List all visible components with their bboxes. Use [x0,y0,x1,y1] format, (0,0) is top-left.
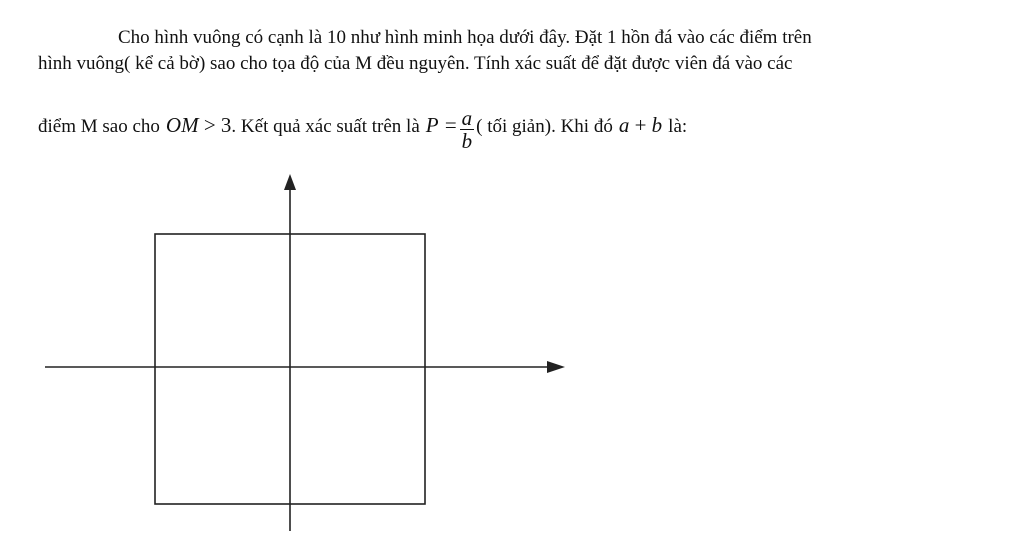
problem-text-line-3c: ( tối giản). Khi đó [476,115,613,137]
probability-lhs: P = [425,112,458,137]
x-axis-arrow-icon [547,361,565,373]
inequality-lhs: OM [165,112,199,137]
fraction-numerator: a [461,106,473,130]
problem-text-line-2: hình vuông( kể cả bờ) sao cho tọa độ của M đều nguyên. Tính xác suất để đặt được viên đá vào các [38,53,793,74]
sum-b: b [651,112,663,137]
problem-text-line-3d: là: [668,115,688,137]
problem-text-line-1: Cho hình vuông có cạnh là 10 như hình minh họa dưới đây. Đặt 1 hồn đá vào các điểm trên [118,27,812,48]
y-axis-arrow-icon [284,174,296,190]
fraction-denominator: b [461,129,473,153]
problem-text-line-3a: điểm M sao cho [38,115,160,137]
sum-plus: + [629,112,652,137]
inequality-op: > 3 [198,112,232,137]
problem-text-line-3b: . Kết quả xác suất trên là [231,115,420,137]
sum-a: a [618,112,630,137]
